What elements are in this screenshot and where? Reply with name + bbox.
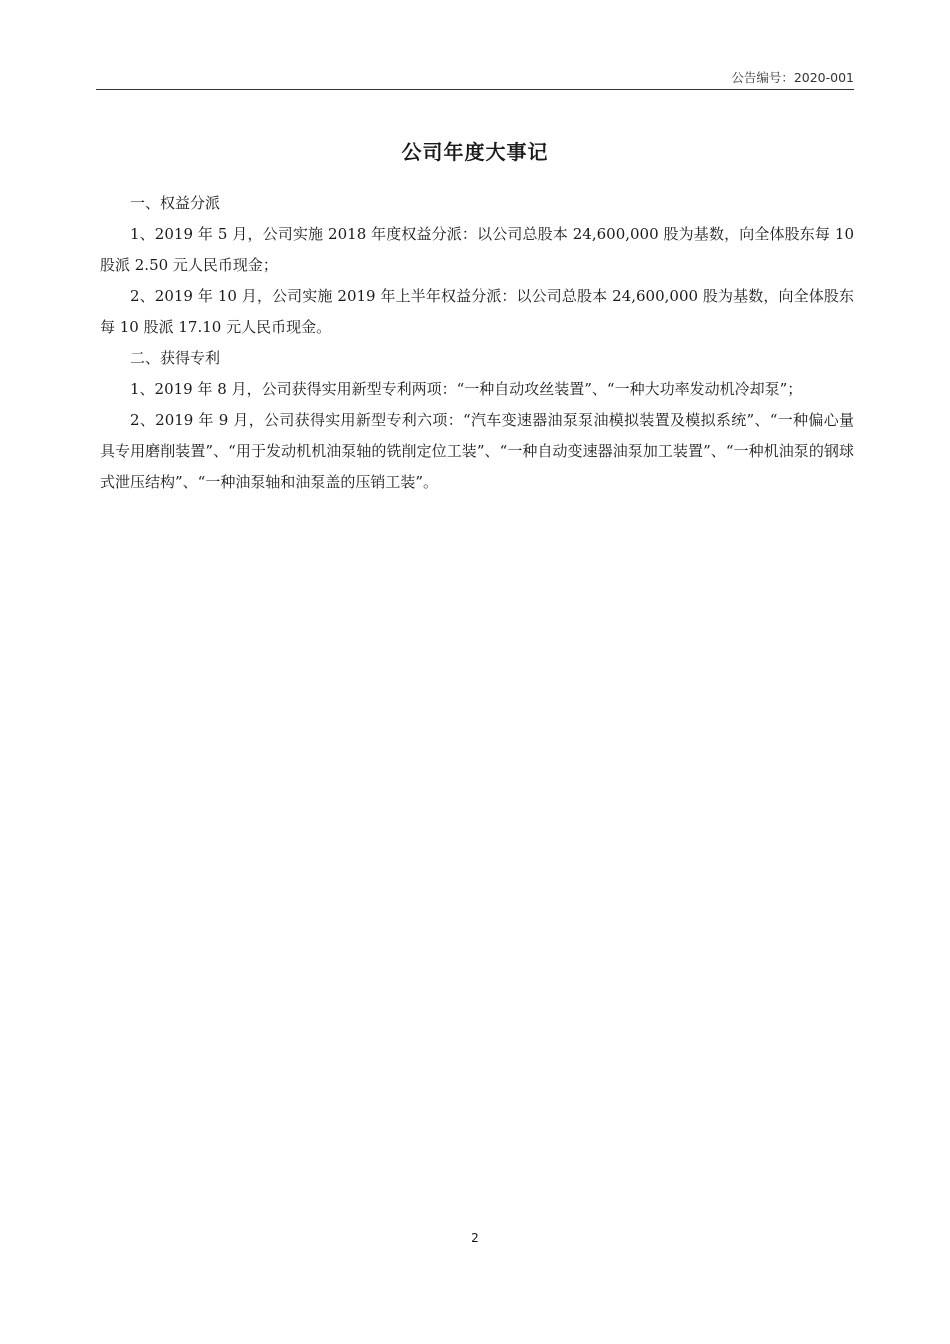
section-heading-patents: 二、获得专利 [130,349,221,367]
dividend-item-2: 2、2019 年 10 月，公司实施 2019 年上半年权益分派：以公司总股本 24,600,000 股为基数，向全体股东每 10 股派 17.10 元人民币现金。 [100,287,854,336]
section-heading-dividend: 一、权益分派 [130,194,221,212]
page-header [96,60,854,90]
patent-item-1: 1、2019 年 8 月，公司获得实用新型专利两项：“一种自动攻丝装置”、“一种大功率发动机冷却泵”； [130,380,803,398]
announcement-number: 公告编号：2020-001 [731,70,854,85]
patent-item-2: 2、2019 年 9 月，公司获得实用新型专利六项：“汽车变速器油泵泵油模拟装置及模拟系统”、“一种偏心量具专用磨削装置”、“用于发动机机油泵轴的铣削定位工装”、“一种自动变速器油泵加工装置”、“一种机油泵的钢球式泄压结构”、“一种油泵轴和油泵盖的压销工装”。 [100,411,854,491]
dividend-item-1: 1、2019 年 5 月，公司实施 2018 年度权益分派：以公司总股本 24,600,000 股为基数，向全体股东每 10 股派 2.50 元人民币现金； [100,225,854,274]
document-title: 公司年度大事记 [401,140,549,164]
document-body [100,188,854,498]
page-number: 2 [471,1231,479,1245]
